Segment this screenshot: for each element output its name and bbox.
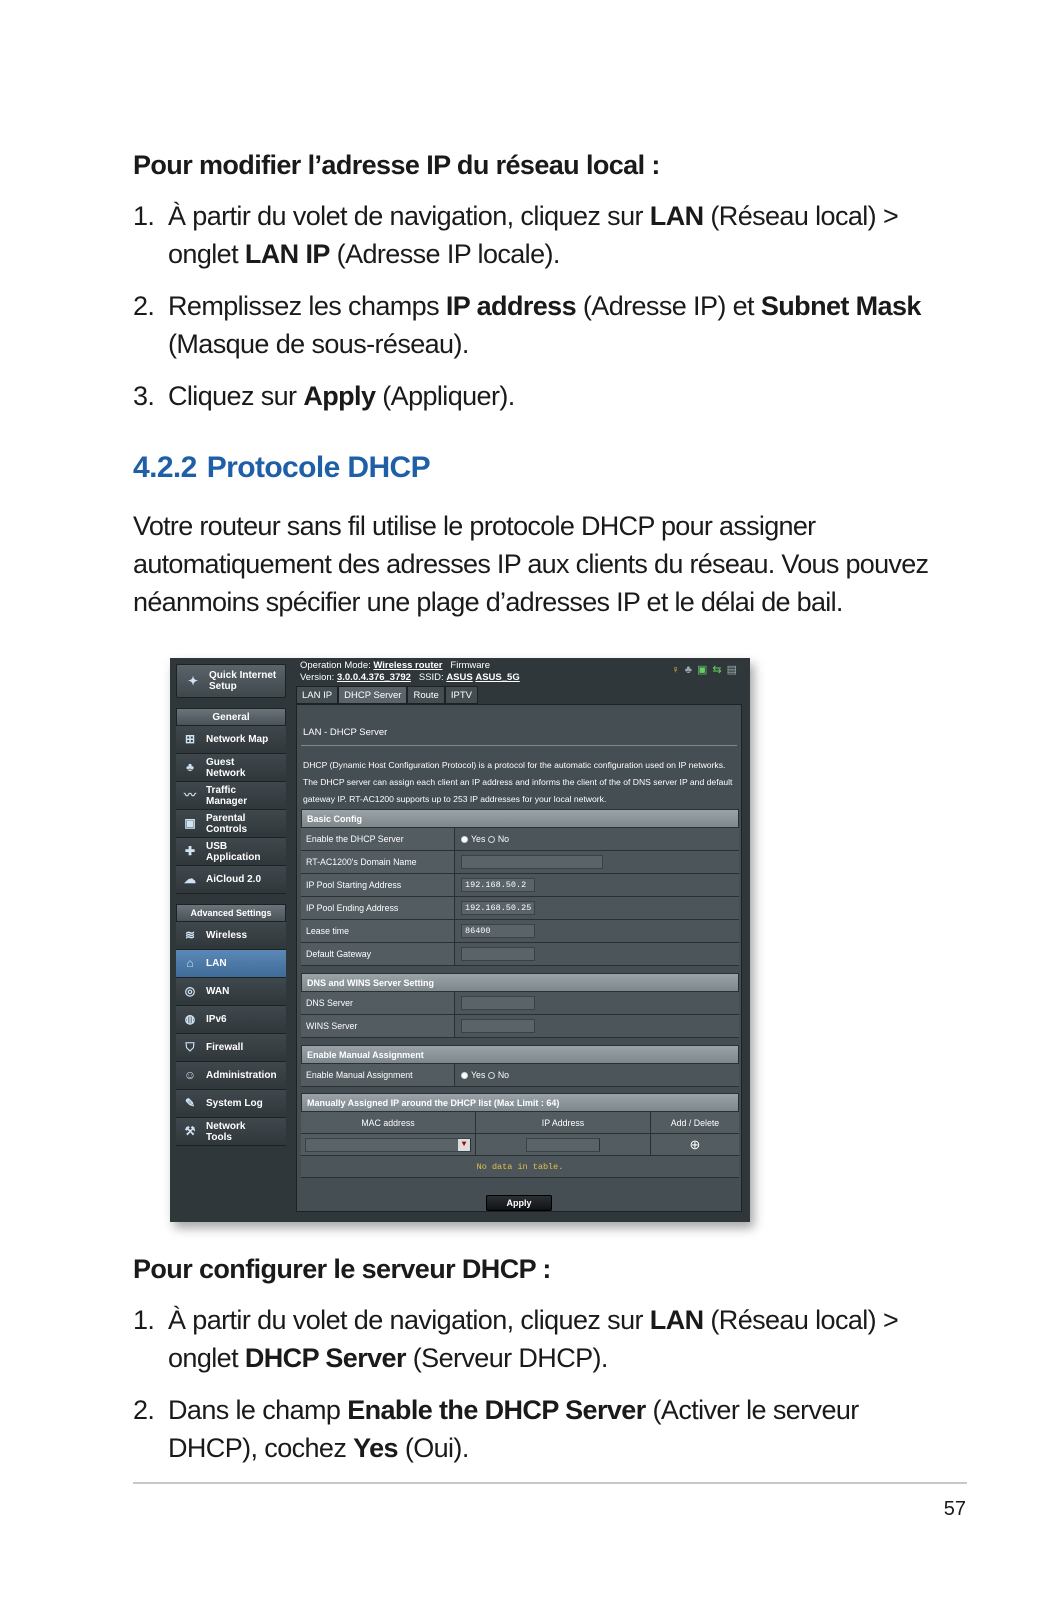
sidebar-item-label: Network Map bbox=[206, 734, 269, 745]
quick-internet-setup-button[interactable] bbox=[176, 664, 286, 698]
step-text: (Serveur DHCP). bbox=[405, 1343, 608, 1373]
footer-rule bbox=[133, 1482, 967, 1484]
sidebar bbox=[176, 664, 286, 1146]
sidebar-item-label: Traffic Manager bbox=[206, 784, 248, 807]
radio-yes[interactable] bbox=[461, 836, 468, 843]
version-link[interactable]: 3.0.0.4.376_3792 bbox=[336, 672, 411, 683]
column-headers bbox=[301, 1112, 739, 1134]
key-icon[interactable]: ♀ bbox=[671, 664, 685, 676]
step-text: (Réseau local) > onglet bbox=[168, 1305, 899, 1373]
section-1 bbox=[133, 150, 933, 621]
field-label: Enable the DHCP Server bbox=[301, 828, 455, 850]
wifi-icon: ≋ bbox=[184, 928, 196, 942]
step-bold: Yes bbox=[353, 1433, 398, 1463]
sidebar-item-ipv6[interactable] bbox=[176, 1006, 286, 1034]
tools-icon: ⚒ bbox=[184, 1124, 196, 1138]
dhcp-panel bbox=[296, 704, 742, 1212]
network-map-icon: ⊞ bbox=[184, 732, 196, 746]
basic-config-header: Basic Config bbox=[301, 809, 739, 828]
row-domain-name bbox=[301, 851, 739, 874]
step-2 bbox=[133, 1391, 933, 1467]
radio-label: Yes bbox=[471, 834, 486, 844]
sidebar-item-system-log[interactable] bbox=[176, 1090, 286, 1118]
step-text: (Réseau local) > onglet bbox=[168, 201, 899, 269]
add-icon[interactable]: ⊕ bbox=[689, 1136, 701, 1152]
radio-no[interactable] bbox=[488, 836, 495, 843]
divider bbox=[301, 745, 737, 746]
step-text: Remplissez les champs bbox=[168, 291, 446, 321]
clients-icon[interactable]: ♣ bbox=[684, 664, 697, 676]
home-icon: ⌂ bbox=[186, 956, 194, 970]
ssid-5g-link[interactable]: ASUS_5G bbox=[475, 672, 520, 683]
row-dns-server bbox=[301, 992, 739, 1015]
pool-start-input[interactable]: 192.168.50.2 bbox=[461, 878, 535, 892]
sidebar-item-administration[interactable] bbox=[176, 1062, 286, 1090]
step-bold: IP address bbox=[445, 291, 576, 321]
wand-icon: ✦ bbox=[187, 673, 199, 688]
sidebar-item-aicloud[interactable] bbox=[176, 866, 286, 894]
step-text: (Adresse IP locale). bbox=[329, 239, 560, 269]
apply-button[interactable]: Apply bbox=[486, 1195, 552, 1211]
step-number: 3. bbox=[133, 381, 155, 411]
section-number: 4.2.2 bbox=[133, 451, 197, 484]
advanced-settings-header: Advanced Settings bbox=[176, 904, 286, 922]
field-label: RT-AC1200's Domain Name bbox=[301, 851, 455, 873]
tab-dhcp-server[interactable]: DHCP Server bbox=[338, 686, 407, 704]
no-data-message: No data in table. bbox=[301, 1156, 739, 1178]
step-text: (Adresse IP) et bbox=[576, 291, 761, 321]
internet-icon[interactable]: ▣ bbox=[696, 664, 713, 676]
field-label: Enable Manual Assignment bbox=[301, 1064, 455, 1086]
step-text: (Oui). bbox=[397, 1433, 469, 1463]
sidebar-item-label: WAN bbox=[206, 986, 230, 997]
sidebar-item-label: System Log bbox=[206, 1098, 263, 1109]
dropdown-arrow-icon[interactable]: ▼ bbox=[458, 1139, 470, 1151]
step-3 bbox=[133, 377, 933, 415]
row-pool-end bbox=[301, 897, 739, 920]
user-icon: ☺ bbox=[183, 1068, 197, 1082]
sidebar-item-label: IPv6 bbox=[206, 1014, 227, 1025]
radio-no[interactable] bbox=[488, 1072, 495, 1079]
section-title: Protocole DHCP bbox=[206, 451, 431, 484]
sidebar-item-label: LAN bbox=[206, 958, 227, 969]
status-icons bbox=[672, 664, 743, 676]
panel-title: LAN - DHCP Server bbox=[303, 727, 388, 738]
step-text: Dans le champ bbox=[168, 1395, 348, 1425]
row-default-gateway bbox=[301, 943, 739, 966]
op-mode-link[interactable]: Wireless router bbox=[373, 660, 443, 671]
sidebar-item-label: USB Application bbox=[206, 840, 261, 863]
row-pool-start bbox=[301, 874, 739, 897]
sidebar-item-label: Firewall bbox=[206, 1042, 244, 1053]
globe-icon: ◍ bbox=[184, 1012, 196, 1026]
dns-wins-header: DNS and WINS Server Setting bbox=[301, 973, 739, 992]
guest-users-icon: ♣ bbox=[186, 760, 194, 774]
radio-label: No bbox=[497, 834, 510, 844]
field-label: Lease time bbox=[301, 920, 455, 942]
sidebar-item-label: Parental Controls bbox=[206, 812, 248, 835]
section-2 bbox=[133, 1254, 933, 1481]
sidebar-item-wireless[interactable] bbox=[176, 922, 286, 950]
globe-icon: ◎ bbox=[184, 984, 196, 998]
intro-paragraph: Votre routeur sans fil utilise le protocole DHCP pour assigner automatiquement des adresses IP aux clients du réseau. Vous pouvez néanmoins spécifier une plage d’adresses IP et le délai de bail. bbox=[133, 511, 929, 617]
panel-description: DHCP (Dynamic Host Configuration Protocol) is a protocol for the automatic configuration used on IP networks. The DHCP server can assign each client an IP address and informs the client of the of DNS server IP and default gateway IP. RT-AC1200 supports up to 253 IP addresses for your local network. bbox=[303, 760, 733, 804]
sidebar-item-guest-network[interactable] bbox=[176, 754, 286, 782]
tab-bar bbox=[296, 686, 478, 704]
sidebar-item-traffic-manager[interactable] bbox=[176, 782, 286, 810]
step-text: (Appliquer). bbox=[375, 381, 515, 411]
sidebar-item-network-map[interactable] bbox=[176, 726, 286, 754]
sidebar-item-lan[interactable] bbox=[176, 950, 286, 978]
row-enable-dhcp bbox=[301, 828, 739, 851]
manual-assignment-header: Enable Manual Assignment bbox=[301, 1045, 739, 1064]
mac-address-select[interactable] bbox=[305, 1138, 471, 1152]
radio-yes[interactable] bbox=[461, 1072, 468, 1079]
usb-icon[interactable]: ⇆ bbox=[712, 664, 727, 676]
dns-server-input[interactable] bbox=[461, 996, 535, 1010]
domain-name-input[interactable] bbox=[461, 855, 603, 869]
radio-label: Yes bbox=[471, 1070, 486, 1080]
ip-address-input[interactable] bbox=[526, 1138, 600, 1152]
step-text: Cliquez sur bbox=[168, 381, 304, 411]
field-label: IP Pool Starting Address bbox=[301, 874, 455, 896]
row-manual-assignment bbox=[301, 1064, 739, 1087]
tab-route[interactable]: Route bbox=[407, 686, 444, 704]
step-bold: LAN IP bbox=[244, 239, 330, 269]
step-text: (Activer le serveur DHCP), cochez bbox=[168, 1395, 859, 1463]
step-text: À partir du volet de navigation, cliquez sur bbox=[168, 1305, 650, 1335]
ssid-link[interactable]: ASUS bbox=[446, 672, 473, 683]
sidebar-item-wan[interactable] bbox=[176, 978, 286, 1006]
traffic-graph-icon: 〰 bbox=[183, 788, 196, 802]
printer-icon[interactable]: ▤ bbox=[726, 664, 742, 676]
heading-configure-dhcp: Pour configurer le serveur DHCP : bbox=[133, 1254, 551, 1284]
field-label: DNS Server bbox=[301, 992, 455, 1014]
router-screenshot bbox=[170, 658, 750, 1222]
radio-label: No bbox=[497, 1070, 510, 1080]
manual-list-header: Manually Assigned IP around the DHCP list (Max Limit : 64) bbox=[301, 1093, 739, 1112]
page-number: 57 bbox=[943, 1498, 966, 1520]
step-1 bbox=[133, 197, 933, 273]
step-1 bbox=[133, 1301, 933, 1377]
basic-config-table bbox=[301, 809, 739, 966]
dns-wins-table bbox=[301, 973, 739, 1038]
step-bold: Enable the DHCP Server bbox=[347, 1395, 646, 1425]
version-label: Version: bbox=[300, 672, 335, 683]
quick-setup-label: Quick Internet Setup bbox=[209, 670, 277, 692]
lease-time-input[interactable]: 86400 bbox=[461, 924, 535, 938]
step-bold: Subnet Mask bbox=[760, 291, 921, 321]
wins-server-input[interactable] bbox=[461, 1019, 535, 1033]
col-ip: IP Address bbox=[476, 1112, 651, 1133]
section-heading bbox=[133, 451, 933, 485]
tab-lan-ip[interactable]: LAN IP bbox=[296, 686, 338, 704]
lock-icon: ▣ bbox=[184, 816, 196, 830]
step-number: 2. bbox=[133, 1395, 155, 1425]
step-number: 1. bbox=[133, 201, 155, 231]
tab-iptv[interactable]: IPTV bbox=[445, 686, 478, 704]
shield-icon: ⛉ bbox=[185, 1040, 195, 1054]
step-number: 2. bbox=[133, 291, 155, 321]
step-bold: LAN bbox=[649, 201, 704, 231]
heading-modify-lan-ip: Pour modifier l’adresse IP du réseau local : bbox=[133, 150, 660, 180]
step-2 bbox=[133, 287, 933, 363]
step-bold: Apply bbox=[303, 381, 376, 411]
ssid-label: SSID: bbox=[418, 672, 444, 683]
field-label: WINS Server bbox=[301, 1015, 455, 1037]
sidebar-item-label: Wireless bbox=[206, 930, 248, 941]
op-mode-label: Operation Mode: bbox=[300, 660, 371, 671]
manual-assignment-table bbox=[301, 1045, 739, 1087]
col-mac: MAC address bbox=[301, 1112, 476, 1133]
general-header: General bbox=[176, 708, 286, 726]
gateway-input[interactable] bbox=[461, 947, 535, 961]
sidebar-item-firewall[interactable] bbox=[176, 1034, 286, 1062]
field-label: Default Gateway bbox=[301, 943, 455, 965]
step-text: À partir du volet de navigation, cliquez sur bbox=[168, 201, 650, 231]
row-lease-time bbox=[301, 920, 739, 943]
sidebar-item-network-tools[interactable] bbox=[176, 1118, 286, 1146]
step-text: (Masque de sous-réseau). bbox=[168, 329, 469, 359]
sidebar-item-label: Administration bbox=[206, 1070, 277, 1081]
step-number: 1. bbox=[133, 1305, 155, 1335]
log-icon: ✎ bbox=[184, 1096, 196, 1110]
sidebar-item-parental-controls[interactable] bbox=[176, 810, 286, 838]
puzzle-icon: ✚ bbox=[184, 844, 196, 858]
sidebar-item-usb-application[interactable] bbox=[176, 838, 286, 866]
step-bold: LAN bbox=[649, 1305, 704, 1335]
row-wins-server bbox=[301, 1015, 739, 1038]
sidebar-item-label: Network Tools bbox=[206, 1120, 246, 1143]
pool-end-input[interactable]: 192.168.50.25 bbox=[461, 901, 535, 915]
step-bold: DHCP Server bbox=[244, 1343, 406, 1373]
field-label: IP Pool Ending Address bbox=[301, 897, 455, 919]
entry-row bbox=[301, 1134, 739, 1156]
manual-list-table bbox=[301, 1093, 739, 1178]
sidebar-item-label: Guest Network bbox=[206, 756, 246, 779]
firmware-label: Firmware bbox=[450, 660, 491, 671]
sidebar-item-label: AiCloud 2.0 bbox=[206, 874, 262, 885]
cloud-icon: ☁ bbox=[184, 872, 196, 886]
col-add-delete: Add / Delete bbox=[670, 1117, 720, 1128]
